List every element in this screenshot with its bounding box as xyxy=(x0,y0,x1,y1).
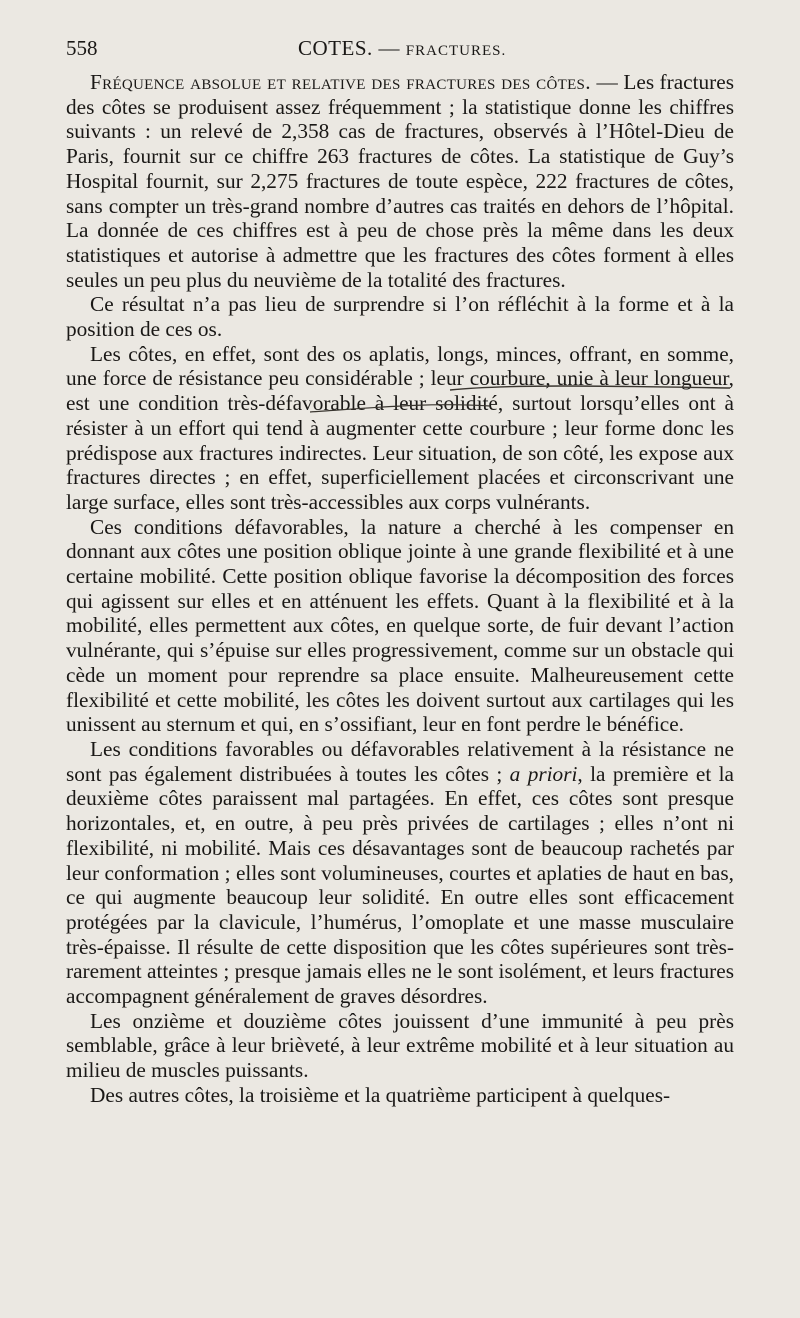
paragraph-frequence-text: Les fractures des côtes se produisent assez fréquemment ; la statistique donne les chiffres suivants : un relevé de 2,358 cas de fractures, observés à l’Hôtel-Dieu de Paris, fournit sur ce chiffre 263 fractures de côtes. La statistique de Guy’s Hospital fournit, sur 2,275 fractures de toute espèce, 222 fractures de côtes, sans compter un très-grand nombre d’autres cas traités en dehors de l’hôpital. La donnée de ces chiffres est à peu de chose près la même dans les deux statistiques et autorise à admettre que les fractures des côtes forment à elles seules un peu plus du neuvième de la totalité des fractures. xyxy=(66,70,734,292)
running-title-sub: FRACTURES. xyxy=(405,43,507,59)
paragraph-conditions-favorables-end: , la première et la deuxième côtes paraissent mal partagées. En effet, ces côtes sont presque horizontales, et, en outre, à peu près privées de cartilages ; elles n’ont ni flexibilité, ni mobilité. Mais ces désavantages sont de beaucoup rachetés par leur conformation ; elles sont volumineuses, courtes et aplaties de haut en bas, ce qui augmente beaucoup leur solidité. En outre elles sont efficacement protégées par la clavicule, l’humérus, l’omoplate et une masse musculaire très-épaisse. Il résulte de cette disposition que les côtes supérieures sont très-rarement atteintes ; presque jamais elles ne le sont isolément, et leurs fractures accompagnent généralement de graves désordres. xyxy=(66,761,734,1009)
paragraph-onzieme-douzieme: Les onzième et douzième côtes jouissent d’une immunité à peu près semblable, grâce à leur brièveté, à leur extrême mobilité et à leur situation au milieu de muscles puissants. xyxy=(66,1008,734,1083)
running-title xyxy=(298,36,506,61)
paragraph-autres-cotes: Des autres côtes, la troisième et la quatrième participent à quelques- xyxy=(90,1082,671,1107)
running-title-main: COTES. xyxy=(298,36,373,60)
page-header xyxy=(66,36,736,64)
body-text xyxy=(66,70,734,1108)
section-heading: Fréquence absolue et relative des fractures des côtes. — xyxy=(90,70,619,94)
paragraph-conditions-favorables xyxy=(66,737,734,1009)
paragraph-cotes-forme: Les côtes, en effet, sont des os aplatis, longs, minces, offrant, en somme, une force de résistance peu considérable ; leur courbure, unie à leur longueur, est une condition très-défavorable à leur solidité, surtout lorsqu’elles ont à résister à un effort qui tend à augmenter cette courbure ; leur forme donc les prédispose aux fractures indirectes. Leur situation, de son côté, les expose aux fractures directes ; en effet, superficiellement placées et circonscrivant une large surface, elles sont très-accessibles aux corps vulnérants. xyxy=(66,341,734,514)
paragraph-frequence xyxy=(66,70,734,292)
page-number: 558 xyxy=(66,36,98,60)
paragraph-conditions-defavorables: Ces conditions défavorables, la nature a cherché à les compenser en donnant aux côtes une position oblique jointe à une grande flexibilité et à une certaine mobilité. Cette position oblique favorise la décomposition des forces qui agissent sur elles et en atténuent les effets. Quant à la flexibilité et à la mobilité, elles permettent aux côtes, en quelque sorte, de fuir devant l’action vulnérante, qui s’épuise sur elles progressivement, comme sur un obstacle qui cède un moment pour reprendre sa place ensuite. Malheureusement cette flexibilité et cette mobilité, les côtes les doivent surtout aux cartilages qui les unissent au sternum et qui, en s’ossifiant, leur en font perdre le bénéfice. xyxy=(66,514,734,737)
paragraph-conditions-favorables-start: Les conditions favorables ou défavorables relativement à la résistance ne sont pas également distribuées à toutes les côtes ; xyxy=(66,736,734,786)
italic-a-priori: a priori xyxy=(509,761,578,786)
running-title-separator: — xyxy=(372,36,406,60)
paragraph-resultat: Ce résultat n’a pas lieu de surprendre si l’on réfléchit à la forme et à la position de ces os. xyxy=(66,292,734,342)
